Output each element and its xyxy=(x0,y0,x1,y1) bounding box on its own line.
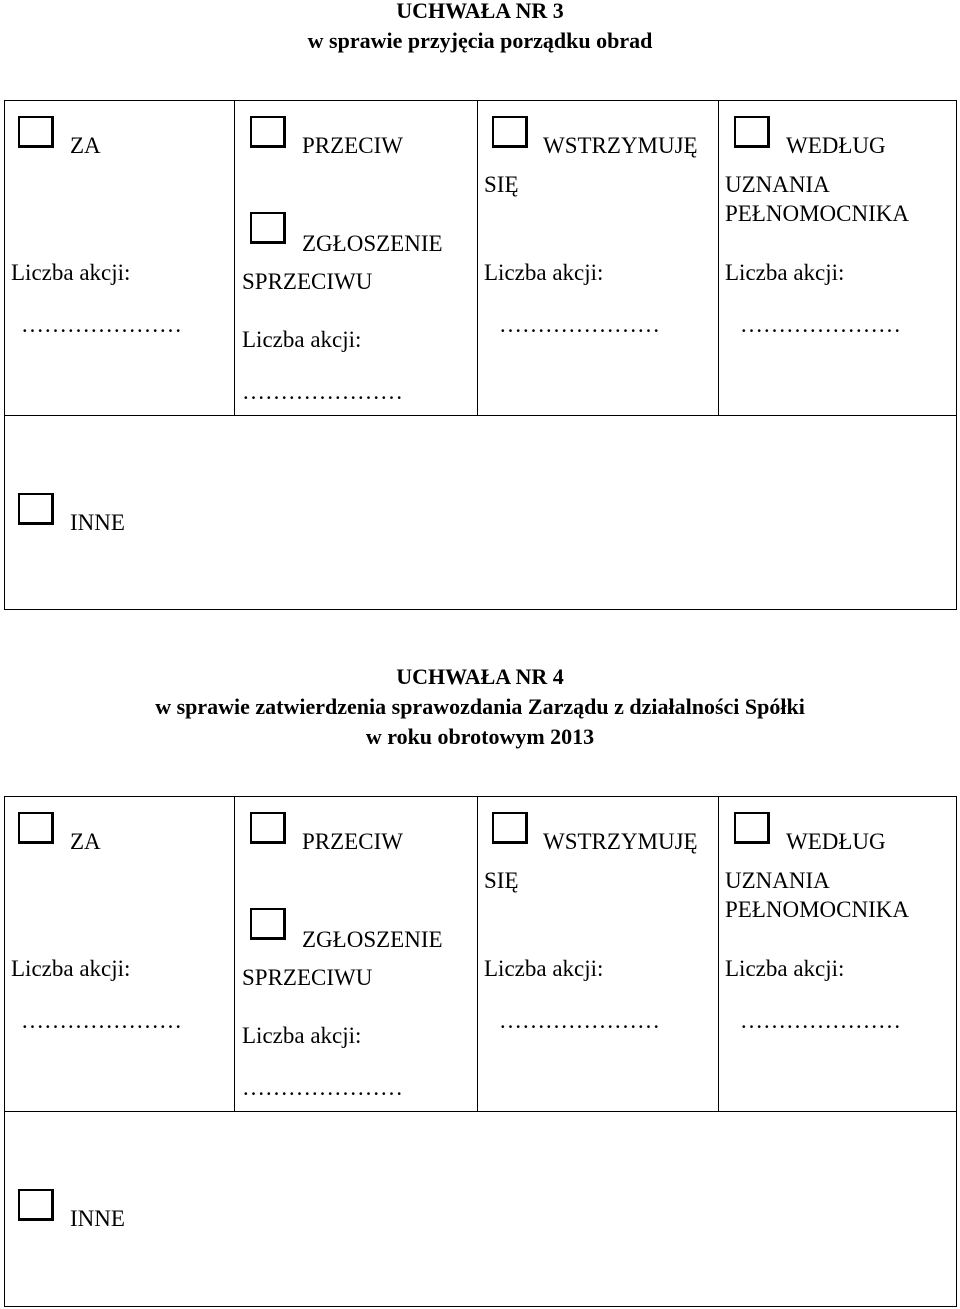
za-label: ZA xyxy=(70,133,101,158)
wedlug-label: WEDŁUG xyxy=(786,829,886,854)
przeciw-checkbox[interactable] xyxy=(250,116,286,148)
przeciw-label: PRZECIW xyxy=(302,133,403,158)
zgloszenie-label: ZGŁOSZENIE xyxy=(302,927,443,952)
table-border-right xyxy=(956,796,957,1307)
za-label: ZA xyxy=(70,829,101,854)
zgloszenie-label: ZGŁOSZENIE xyxy=(302,231,443,256)
inne-checkbox[interactable] xyxy=(18,493,54,525)
table-col-divider xyxy=(234,796,235,1111)
wedlug-shares-label: Liczba akcji: xyxy=(725,260,845,285)
wstrzymuje-label: WSTRZYMUJĘ xyxy=(543,829,698,854)
table-row-divider xyxy=(4,1111,957,1112)
table-col-divider xyxy=(477,100,478,415)
wedlug-label: WEDŁUG xyxy=(786,133,886,158)
przeciw-shares-label: Liczba akcji: xyxy=(242,1023,362,1048)
inne-checkbox[interactable] xyxy=(18,1189,54,1221)
table-col-divider xyxy=(234,100,235,415)
wstrzymuje-shares-field[interactable]: ………………… xyxy=(499,1008,660,1033)
resolution-3-subtitle: w sprawie przyjęcia porządku obrad xyxy=(307,28,653,53)
table-row-divider xyxy=(4,415,957,416)
table-col-divider xyxy=(718,100,719,415)
resolution-3-vote-table xyxy=(4,100,957,610)
table-border-top xyxy=(4,100,957,101)
wedlug-shares-label: Liczba akcji: xyxy=(725,956,845,981)
uznania-label: UZNANIA xyxy=(725,868,830,893)
wstrzymuje-shares-label: Liczba akcji: xyxy=(484,260,604,285)
za-shares-field[interactable]: ………………… xyxy=(21,1008,182,1033)
sie-label: SIĘ xyxy=(484,868,519,893)
resolution-4-heading xyxy=(0,662,960,752)
table-border-bottom xyxy=(4,1306,957,1307)
zgloszenie-sprzeciwu-checkbox[interactable] xyxy=(250,212,286,244)
uznania-label: UZNANIA xyxy=(725,172,830,197)
za-shares-label: Liczba akcji: xyxy=(11,260,131,285)
table-border-left xyxy=(4,796,5,1307)
sprzeciwu-label: SPRZECIWU xyxy=(242,269,373,294)
resolution-3-title: UCHWAŁA NR 3 xyxy=(396,0,564,23)
wedlug-shares-field[interactable]: ………………… xyxy=(740,312,901,337)
za-shares-label: Liczba akcji: xyxy=(11,956,131,981)
table-border-top xyxy=(4,796,957,797)
resolution-3-heading xyxy=(0,0,960,56)
table-border-right xyxy=(956,100,957,610)
resolution-4-title: UCHWAŁA NR 4 xyxy=(396,664,564,689)
inne-label: INNE xyxy=(70,510,125,535)
za-shares-field[interactable]: ………………… xyxy=(21,312,182,337)
za-checkbox[interactable] xyxy=(18,116,54,148)
table-border-left xyxy=(4,100,5,610)
zgloszenie-sprzeciwu-checkbox[interactable] xyxy=(250,908,286,940)
przeciw-shares-label: Liczba akcji: xyxy=(242,327,362,352)
wedlug-uznania-checkbox[interactable] xyxy=(734,812,770,844)
wstrzymuje-label: WSTRZYMUJĘ xyxy=(543,133,698,158)
wstrzymuje-checkbox[interactable] xyxy=(492,812,528,844)
pelnomocnika-label: PEŁNOMOCNIKA xyxy=(725,201,909,226)
table-col-divider xyxy=(718,796,719,1111)
pelnomocnika-label: PEŁNOMOCNIKA xyxy=(725,897,909,922)
wstrzymuje-checkbox[interactable] xyxy=(492,116,528,148)
sie-label: SIĘ xyxy=(484,172,519,197)
przeciw-shares-field[interactable]: ………………… xyxy=(242,1075,403,1100)
wstrzymuje-shares-label: Liczba akcji: xyxy=(484,956,604,981)
za-checkbox[interactable] xyxy=(18,812,54,844)
resolution-4-vote-table xyxy=(4,796,957,1307)
resolution-4-subtitle-line-2: w roku obrotowym 2013 xyxy=(365,724,595,749)
wstrzymuje-shares-field[interactable]: ………………… xyxy=(499,312,660,337)
wedlug-shares-field[interactable]: ………………… xyxy=(740,1008,901,1033)
table-col-divider xyxy=(477,796,478,1111)
wedlug-uznania-checkbox[interactable] xyxy=(734,116,770,148)
przeciw-shares-field[interactable]: ………………… xyxy=(242,379,403,404)
resolution-4-subtitle-line-1: w sprawie zatwierdzenia sprawozdania Zarządu z działalności Spółki xyxy=(155,694,805,719)
przeciw-checkbox[interactable] xyxy=(250,812,286,844)
inne-label: INNE xyxy=(70,1206,125,1231)
sprzeciwu-label: SPRZECIWU xyxy=(242,965,373,990)
table-border-bottom xyxy=(4,609,957,610)
przeciw-label: PRZECIW xyxy=(302,829,403,854)
